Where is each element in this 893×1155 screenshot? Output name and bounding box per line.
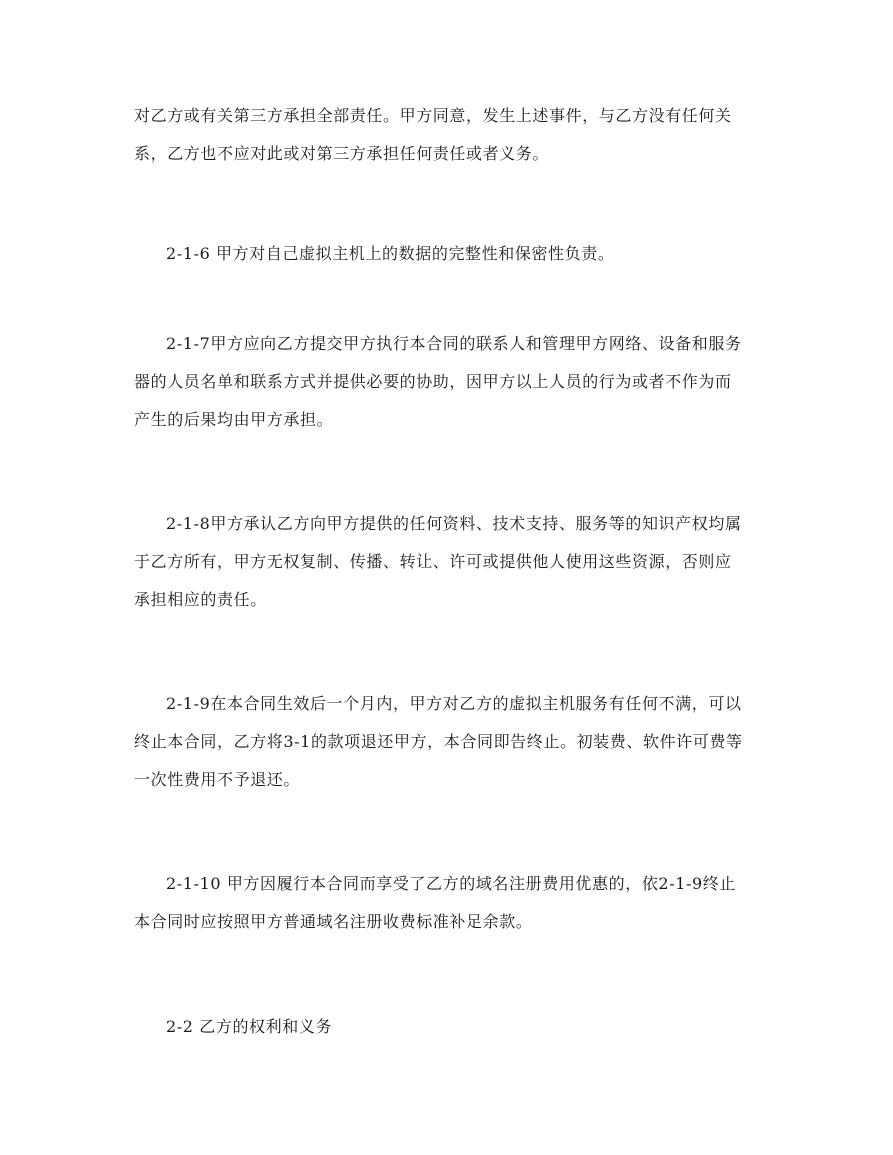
text-line: 2-1-7甲方应向乙方提交甲方执行本合同的联系人和管理甲方网络、设备和服务 (166, 334, 742, 353)
text-line: 2-2 乙方的权利和义务 (166, 1017, 333, 1036)
clause-2-1-10 (134, 865, 774, 941)
text-line: 终止本合同，乙方将3-1的款项退还甲方，本合同即告终止。初装费、软件许可费等 (134, 732, 743, 751)
section-heading-2-2 (134, 1008, 774, 1046)
clause-2-1-8 (134, 505, 774, 619)
clause-2-1-9 (134, 685, 774, 799)
text-line: 系，乙方也不应对此或对第三方承担任何责任或者义务。 (134, 144, 550, 163)
text-line: 器的人员名单和联系方式并提供必要的协助，因甲方以上人员的行为或者不作为而 (134, 372, 732, 391)
paragraph-liability-continuation (134, 97, 774, 173)
text-line: 产生的后果均由甲方承担。 (134, 410, 334, 429)
text-line: 2-1-8甲方承认乙方向甲方提供的任何资料、技术支持、服务等的知识产权均属 (166, 514, 742, 533)
text-line: 于乙方所有，甲方无权复制、传播、转让、许可或提供他人使用这些资源，否则应 (134, 552, 732, 571)
text-line: 对乙方或有关第三方承担全部责任。甲方同意，发生上述事件，与乙方没有任何关 (134, 106, 732, 125)
text-line: 2-1-9在本合同生效后一个月内，甲方对乙方的虚拟主机服务有任何不满，可以 (166, 694, 742, 713)
text-line: 2-1-6 甲方对自己虚拟主机上的数据的完整性和保密性负责。 (166, 244, 615, 263)
text-line: 2-1-10 甲方因履行本合同而享受了乙方的域名注册费用优惠的，依2-1-9终止 (166, 874, 736, 893)
clause-2-1-6 (134, 235, 774, 273)
text-line: 一次性费用不予退还。 (134, 770, 301, 789)
clause-2-1-7 (134, 325, 774, 439)
text-line: 承担相应的责任。 (134, 590, 267, 609)
text-line: 本合同时应按照甲方普通域名注册收费标准补足余款。 (134, 912, 533, 931)
